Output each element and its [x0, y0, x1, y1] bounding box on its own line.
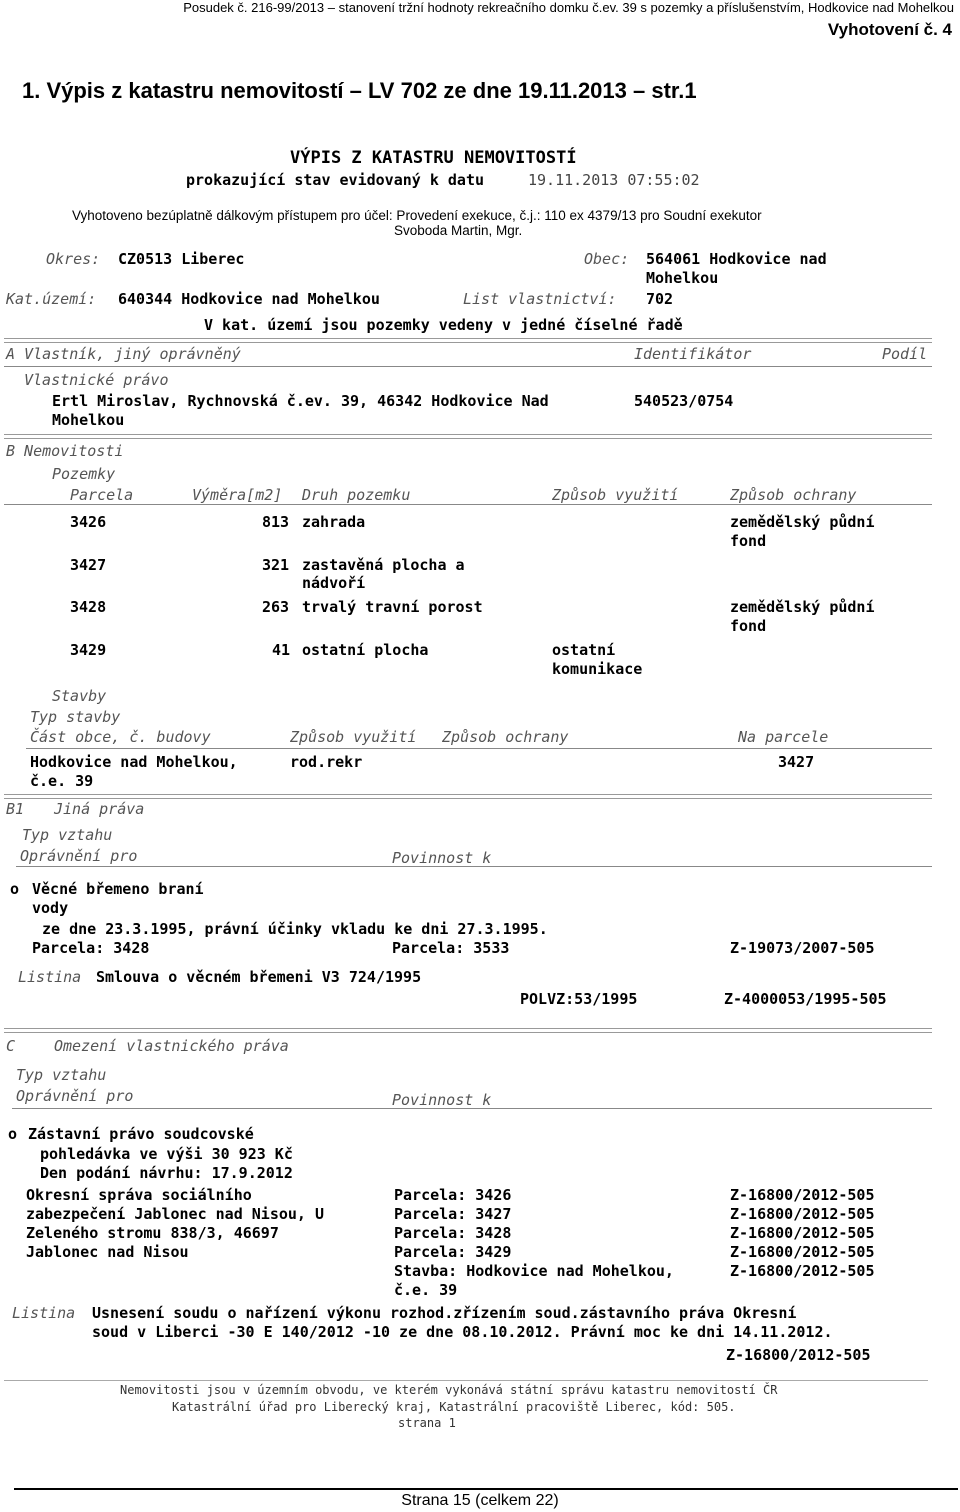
- page-footer: Strana 15 (celkem 22): [401, 1492, 559, 1509]
- katuzemi-label: Kat.území:: [6, 290, 97, 308]
- divider: [4, 1028, 932, 1033]
- parcel-usage-cont: komunikace: [552, 660, 643, 678]
- section-b-heading: B Nemovitosti: [6, 442, 124, 460]
- okres-label: Okres:: [46, 250, 101, 268]
- lv-label: List vlastnictví:: [463, 290, 617, 308]
- deed-text-line-1: Usnesení soudu o nařízení výkonu rozhod.zřízením soud.zástavního práva Okresní: [92, 1304, 797, 1322]
- parcel-protection-cont: fond: [730, 617, 767, 635]
- lien-parcel: Parcela: 3426: [394, 1186, 512, 1204]
- lien-holder-line: Okresní správa sociálního: [26, 1186, 252, 1204]
- col-parcel: Parcela: [70, 486, 134, 504]
- land-subheading: Pozemky: [52, 465, 116, 483]
- lien-building: Stavba: Hodkovice nad Mohelkou,: [394, 1262, 674, 1280]
- deed-label: Listina: [12, 1304, 76, 1322]
- parcel-protection: zemědělský půdní: [730, 598, 875, 616]
- parcel-protection: zemědělský půdní: [730, 513, 875, 531]
- extract-page-number: strana 1: [398, 1416, 456, 1430]
- col-protection: Způsob ochrany: [730, 486, 857, 504]
- lv-value: 702: [646, 290, 674, 308]
- section-c-title: Omezení vlastnického práva: [54, 1037, 289, 1055]
- col-land-type: Druh pozemku: [302, 486, 411, 504]
- obec-value-line-1: 564061 Hodkovice nad: [646, 250, 827, 268]
- parcel-area: 321: [262, 556, 290, 574]
- lien-parcel: Parcela: 3429: [394, 1243, 512, 1261]
- col-on-parcel: Na parcele: [738, 728, 829, 746]
- divider: [12, 1108, 932, 1109]
- parcel-type: zastavěná plocha a: [302, 556, 465, 574]
- owner-identifier: 540523/0754: [634, 392, 734, 410]
- numbering-note: V kat. území jsou pozemky vedeny v jedné číselné řadě: [204, 316, 683, 334]
- col-building-part: Část obce, č. budovy: [30, 728, 211, 746]
- extract-title: VÝPIS Z KATASTRU NEMOVITOSTÍ: [290, 148, 577, 168]
- lien-code: Z-16800/2012-505: [730, 1243, 875, 1261]
- katuzemi-value: 640344 Hodkovice nad Mohelkou: [118, 290, 380, 308]
- ownership-subheading: Vlastnické právo: [24, 371, 169, 389]
- divider: [4, 366, 932, 367]
- lien-code: Z-16800/2012-505: [730, 1205, 875, 1223]
- parcel-area: 41: [272, 641, 291, 659]
- lien-holder-line: zabezpečení Jablonec nad Nisou, U: [26, 1205, 325, 1223]
- easement-date: ze dne 23.3.1995, právní účinky vkladu ke dni 27.3.1995.: [42, 920, 548, 938]
- extract-subtitle-date: 19.11.2013 07:55:02: [528, 171, 700, 189]
- lien-parcel: Parcela: 3428: [394, 1224, 512, 1242]
- extract-purpose-line-2: Svoboda Martin, Mgr.: [394, 223, 523, 238]
- section-a-heading: A Vlastník, jiný oprávněný: [6, 345, 241, 363]
- divider: [16, 866, 932, 867]
- buildings-subheading: Stavby: [52, 687, 107, 705]
- bullet-icon: o: [10, 880, 20, 898]
- parcel-protection-cont: fond: [730, 532, 767, 550]
- easement-parcel-obligated: Parcela: 3533: [392, 939, 510, 957]
- col-usage: Způsob využití: [552, 486, 679, 504]
- parcel-number: 3428: [70, 598, 107, 616]
- building-line-2: č.e. 39: [30, 772, 94, 790]
- parcel-area: 263: [262, 598, 290, 616]
- entitled-label: Oprávnění pro: [16, 1087, 134, 1105]
- header-copy-number: Vyhotovení č. 4: [827, 20, 952, 39]
- deed-polvz: POLVZ:53/1995: [520, 990, 638, 1008]
- extract-subtitle-label: prokazující stav evidovaný k datu: [186, 171, 485, 189]
- parcel-usage: ostatní: [552, 641, 616, 659]
- footer-rule: [14, 1488, 958, 1490]
- deed-code: Z-4000053/1995-505: [724, 990, 887, 1008]
- easement-code: Z-19073/2007-505: [730, 939, 875, 957]
- header-document-title: Posudek č. 216-99/2013 – stanovení tržní hodnoty rekreačního domku č.ev. 39 s pozemky a příslušenstvím, Hodkovice nad Mohelkou: [183, 0, 954, 15]
- extract-footer-line-1: Nemovitosti jsou v územním obvodu, ve kterém vykonává státní správu katastru nemovitostí ČR: [120, 1383, 778, 1397]
- deed-label: Listina: [18, 968, 82, 986]
- divider: [4, 1380, 928, 1381]
- parcel-type: ostatní plocha: [302, 641, 429, 659]
- lien-claim: pohledávka ve výši 30 923 Kč: [40, 1145, 293, 1163]
- section-b1-heading: B1: [6, 800, 25, 818]
- owner-line-2: Mohelkou: [52, 411, 125, 429]
- divider: [26, 748, 932, 749]
- lien-filing-date: Den podání návrhu: 17.9.2012: [40, 1164, 293, 1182]
- parcel-type: trvalý travní porost: [302, 598, 483, 616]
- parcel-type: zahrada: [302, 513, 366, 531]
- lien-title: Zástavní právo soudcovské: [28, 1125, 254, 1143]
- col-identifier: Identifikátor: [634, 345, 752, 363]
- col-building-protection: Způsob ochrany: [442, 728, 569, 746]
- relation-type-label: Typ vztahu: [16, 1066, 107, 1084]
- easement-parcel-entitled: Parcela: 3428: [32, 939, 150, 957]
- parcel-area: 813: [262, 513, 290, 531]
- building-parcel: 3427: [778, 753, 815, 771]
- building-type-label: Typ stavby: [30, 708, 121, 726]
- col-share: Podíl: [882, 345, 928, 363]
- parcel-number: 3426: [70, 513, 107, 531]
- divider: [4, 434, 932, 439]
- building-line-1: Hodkovice nad Mohelkou,: [30, 753, 238, 771]
- parcel-number: 3427: [70, 556, 107, 574]
- col-building-usage: Způsob využití: [290, 728, 417, 746]
- section-c-heading: C: [6, 1037, 16, 1055]
- bullet-icon: o: [8, 1125, 18, 1143]
- obec-label: Obec:: [584, 250, 630, 268]
- extract-purpose-line-1: Vyhotoveno bezúplatně dálkovým přístupem pro účel: Provedení exekuce, č.j.: 110 ex 4379/13 pro Soudní exekutor: [72, 208, 762, 223]
- lien-holder-line: Jablonec nad Nisou: [26, 1243, 189, 1261]
- lien-code: Z-16800/2012-505: [730, 1186, 875, 1204]
- deed-code: Z-16800/2012-505: [726, 1346, 871, 1364]
- lien-code: Z-16800/2012-505: [730, 1224, 875, 1242]
- lien-building-cont: č.e. 39: [394, 1281, 458, 1299]
- easement-title: Věcné břemeno braní: [32, 880, 204, 898]
- extract-footer-line-2: Katastrální úřad pro Liberecký kraj, Katastrální pracoviště Liberec, kód: 505.: [172, 1400, 736, 1414]
- deed-text: Smlouva o věcném břemeni V3 724/1995: [96, 968, 422, 986]
- divider: [4, 504, 932, 505]
- deed-text-line-2: soud v Liberci -30 E 140/2012 -10 ze dne 08.10.2012. Právní moc ke dni 14.11.2012.: [92, 1323, 833, 1341]
- parcel-number: 3429: [70, 641, 107, 659]
- owner-line-1: Ertl Miroslav, Rychnovská č.ev. 39, 46342 Hodkovice Nad: [52, 392, 549, 410]
- divider: [4, 794, 932, 799]
- col-area: Výměra[m2]: [192, 486, 283, 504]
- lien-parcel: Parcela: 3427: [394, 1205, 512, 1223]
- lien-code: Z-16800/2012-505: [730, 1262, 875, 1280]
- relation-type-label: Typ vztahu: [22, 826, 113, 844]
- entitled-label: Oprávnění pro: [20, 847, 138, 865]
- easement-title-cont: vody: [32, 899, 69, 917]
- lien-holder-line: Zeleného stromu 838/3, 46697: [26, 1224, 279, 1242]
- section-title: 1. Výpis z katastru nemovitostí – LV 702 ze dne 19.11.2013 – str.1: [22, 78, 697, 103]
- section-b1-title: Jiná práva: [54, 800, 145, 818]
- building-usage: rod.rekr: [290, 753, 363, 771]
- parcel-type-cont: nádvoří: [302, 574, 366, 592]
- obec-value-line-2: Mohelkou: [646, 269, 719, 287]
- divider: [4, 338, 932, 343]
- obligated-label: Povinnost k: [392, 1091, 492, 1109]
- okres-value: CZ0513 Liberec: [118, 250, 245, 268]
- obligated-label: Povinnost k: [392, 849, 492, 867]
